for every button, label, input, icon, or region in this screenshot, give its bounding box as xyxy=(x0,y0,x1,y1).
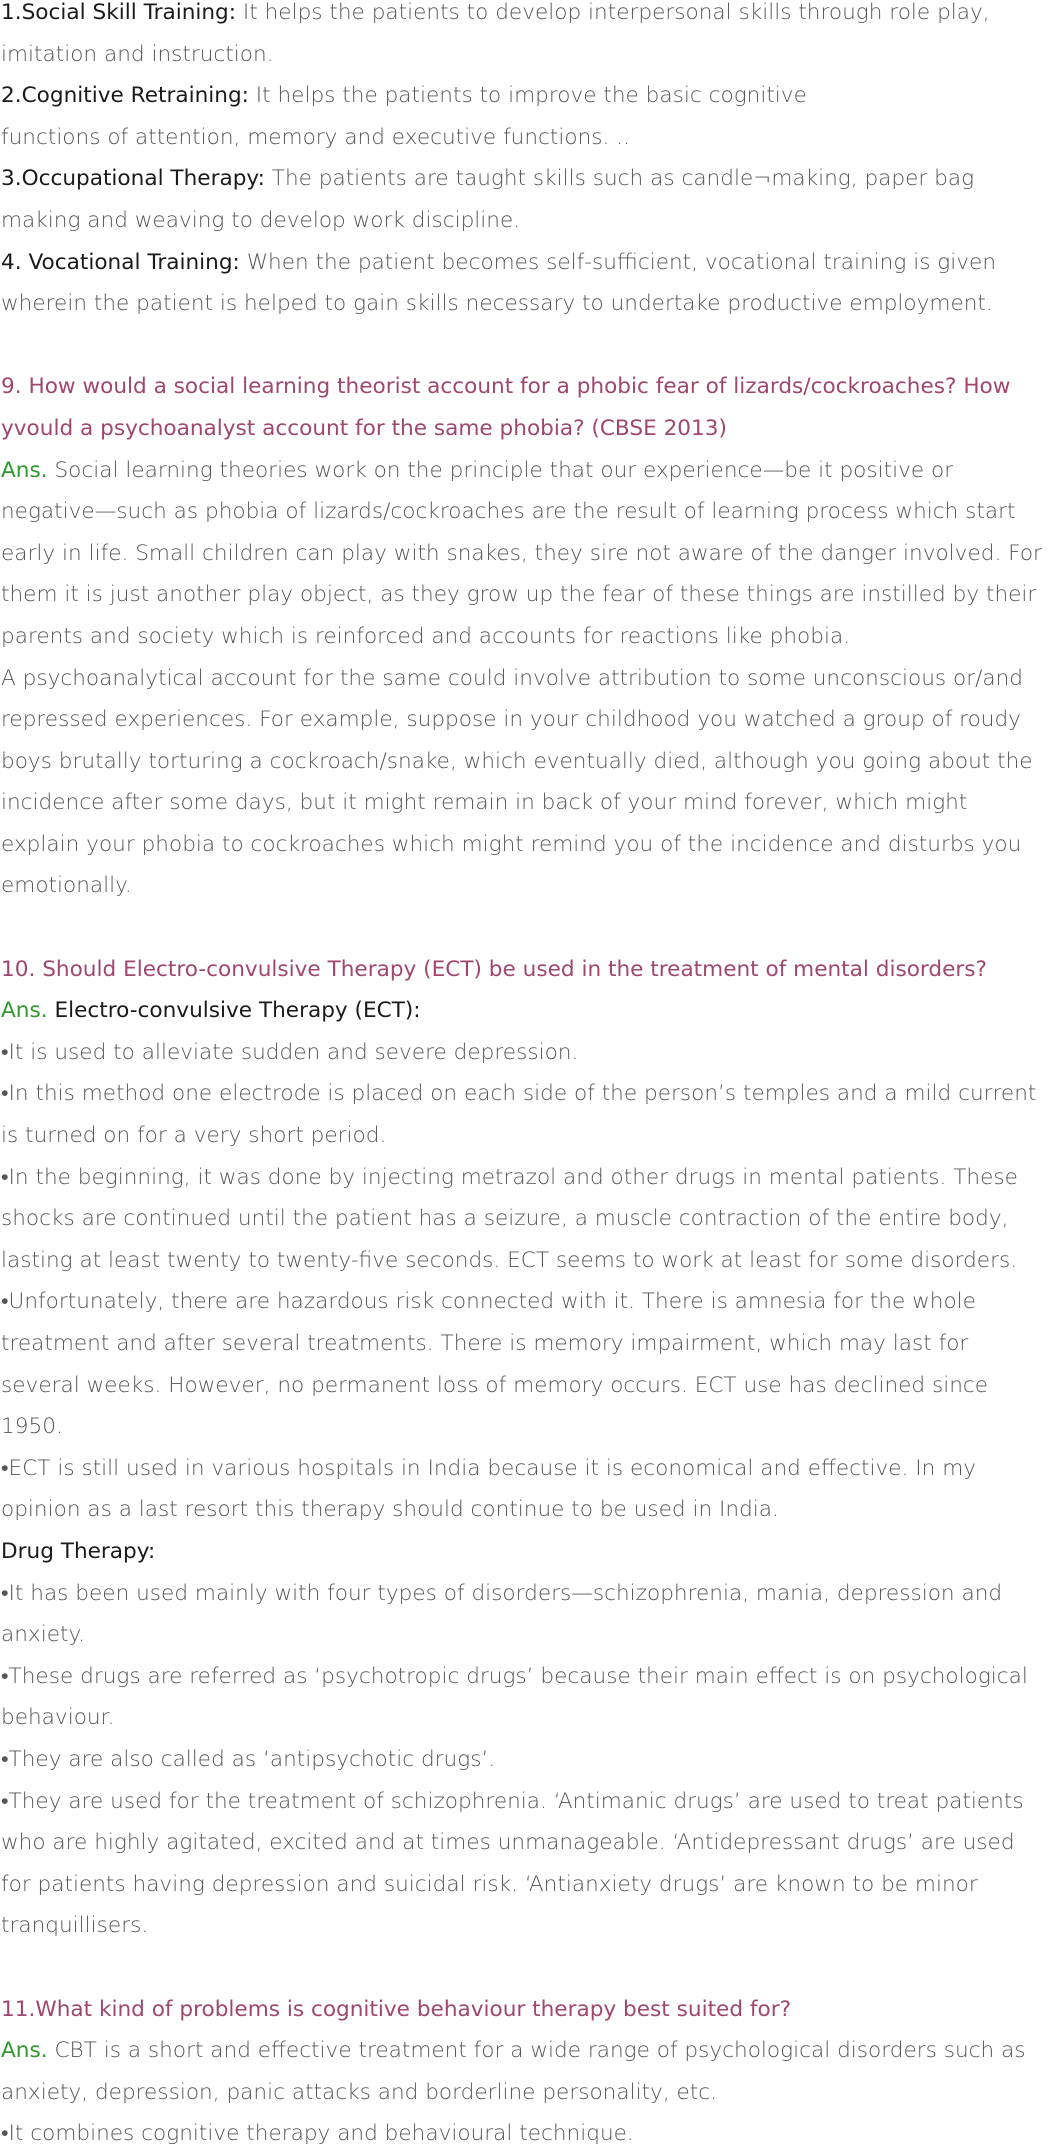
therapy-text-cont: functions of attention, memory and executive functions. .. xyxy=(1,124,630,150)
ect-point: •ECT is still used in various hospitals in India because it is economical and effective. In my opinion as a last resort this therapy should continue to be used in India. xyxy=(1,1455,977,1523)
therapy-text: The patients are taught skills such as candle¬making, paper bag making and weaving to develop work discipline. xyxy=(1,166,975,233)
drug-point: •They are used for the treatment of schizophrenia. ‘Antimanic drugs’ are used to treat patients who are highly agitated, excited and at times unmanageable. ‘Antidepressant drugs’ are used for patients having depression and suicidal risk. ‘Antianxiety drugs’ are known to be minor tranquillisers. xyxy=(1,1788,1024,1939)
answer-9-para2: A psychoanalytical account for the same could involve attribution to some unconscious or/and repressed experiences. For example, suppose in your childhood you watched a group of roudy boys brutally torturing a cockroach/snake, which eventually died, although you going about the incidence after some days, but it might remain in back of your mind forever, which might explain your phobia to cockroaches which might remind you of the incidence and disturbs you emotionally. xyxy=(1,665,1033,899)
drug-point: •They are also called as ‘antipsychotic drugs’. xyxy=(1,1746,496,1772)
answer-label: Ans. xyxy=(1,457,48,483)
therapy-label: 3.Occupational Therapy: xyxy=(1,166,265,192)
ect-point: •In this method one electrode is placed on each side of the person’s temples and a mild current is turned on for a very short period. xyxy=(1,1081,1037,1149)
ect-point: •Unfortunately, there are hazardous risk connected with it. There is amnesia for the whole treatment and after several treatments. There is memory impairment, which may last for several weeks. However, no permanent loss of memory occurs. ECT use has declined since 1950. xyxy=(1,1289,989,1440)
answer-label: Ans. xyxy=(1,2038,48,2064)
therapy-text: It helps the patients to improve the basic cognitive xyxy=(248,83,807,109)
answer-11 xyxy=(1,2030,1051,2113)
cbt-point: •It combines cognitive therapy and behavioural technique. xyxy=(1,2121,634,2147)
answer-text: Social learning theories work on the principle that our experience—be it positive or negative—such as phobia of lizards/cockroaches are the result of learning process which start early in life. Small children can play with snakes, they sire not aware of the danger involved. For them it is just another play object, as they grow up the fear of these things are instilled by their parents and society which is reinforced and accounts for reactions like phobia. xyxy=(1,457,1042,649)
question-10: 10. Should Electro-convulsive Therapy (ECT) be used in the treatment of mental disorders? xyxy=(1,956,987,982)
therapy-item xyxy=(1,0,1051,75)
therapy-label: 1.Social Skill Training: xyxy=(1,0,237,25)
question-9: 9. How would a social learning theorist account for a phobic fear of lizards/cockroaches? How yvould a psychoanalyst account for the same phobia? (CBSE 2013) xyxy=(1,374,1011,441)
drug-point: •These drugs are referred as ‘psychotropic drugs’ because their main effect is on psychological behaviour. xyxy=(1,1663,1028,1731)
answer-label: Ans. xyxy=(1,998,48,1024)
therapy-text: It helps the patients to develop interpersonal skills through role play, imitation and instruction. xyxy=(1,0,990,67)
therapy-item xyxy=(1,158,1051,241)
answer-text: CBT is a short and effective treatment for a wide range of psychological disorders such as anxiety, depression, panic attacks and borderline personality, etc. xyxy=(1,2038,1026,2105)
spacer xyxy=(1,1947,1051,1989)
therapy-item xyxy=(1,242,1051,325)
answer-9 xyxy=(1,450,1051,658)
drug-point: •It has been used mainly with four types of disorders—schizophrenia, mania, depression and anxiety. xyxy=(1,1580,1003,1648)
question-11: 11.What kind of problems is cognitive behaviour therapy best suited for? xyxy=(1,1996,792,2022)
spacer xyxy=(1,325,1051,367)
ect-point: •It is used to alleviate sudden and severe depression. xyxy=(1,1039,579,1065)
spacer xyxy=(1,907,1051,949)
therapy-label: 4. Vocational Training: xyxy=(1,249,240,275)
therapy-item xyxy=(1,75,1051,158)
therapy-label: 2.Cognitive Retraining: xyxy=(1,83,249,109)
ect-point: •In the beginning, it was done by injecting metrazol and other drugs in mental patients. These shocks are continued until the patient has a seizure, a muscle contraction of the entire body, lasting at least twenty to twenty-five seconds. ECT seems to work at least for some disorders. xyxy=(1,1164,1018,1273)
drug-therapy-heading: Drug Therapy: xyxy=(1,1538,156,1564)
answer-10-heading xyxy=(1,990,1051,1032)
therapy-text: When the patient becomes self-sufficient, vocational training is given wherein the patient is helped to gain skills necessary to undertake productive employment. xyxy=(1,249,997,317)
ect-heading: Electro-convulsive Therapy (ECT): xyxy=(47,998,421,1024)
